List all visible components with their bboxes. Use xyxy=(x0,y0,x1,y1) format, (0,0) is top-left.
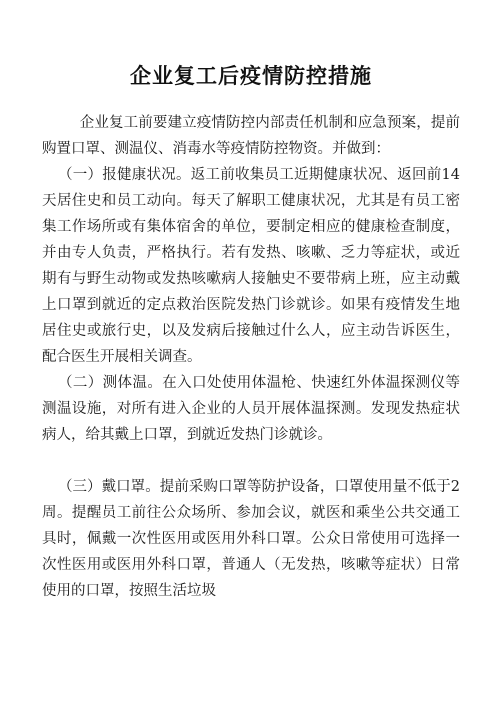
document-title: 企业复工后疫情防控措施 xyxy=(130,64,372,88)
mask-wearing-paragraph: （三）戴口罩。提前采购口罩等防护设备，口罩使用量不低于2周。提醒员工前往公众场所、参加会议，就医和乘坐公共交通工具时，佩戴一次性医用或医用外科口罩。公众日常使用可选择一次性医用或医用外科口罩，普通人（无发热，咳嗽等症状）日常使用的口罩，按照生活垃圾 xyxy=(42,479,460,599)
temperature-check-paragraph: （二）测体温。在入口处使用体温枪、快速红外体温探测仪等测温设施，对所有进入企业的人员开展体温探测。发现发热症状病人，给其戴上口罩，到就近发热门诊就诊。 xyxy=(42,375,460,443)
intro-paragraph: 企业复工前要建立疫情防控内部责任机制和应急预案，提前购置口罩、测温仪、消毒水等疫情防控物资。并做到： xyxy=(42,115,460,157)
health-status-paragraph: （一）报健康状况。返工前收集员工近期健康状况、返回前14天居住史和员工动向。每天了解职工健康状况，尤其是有员工密集工作场所或有集体宿舍的单位，要制定相应的健康检查制度，并由专人负责，严格执行。若有发热、咳嗽、乏力等症状，或近期有与野生动物或发热咳嗽病人接触史不要带病上班，应主动戴上口罩到就近的定点救治医院发热门诊就诊。如果有疫情发生地居住史或旅行史，以及发病后接触过什么人，应主动告诉医生，配合医生开展相关调查。 xyxy=(42,167,460,365)
